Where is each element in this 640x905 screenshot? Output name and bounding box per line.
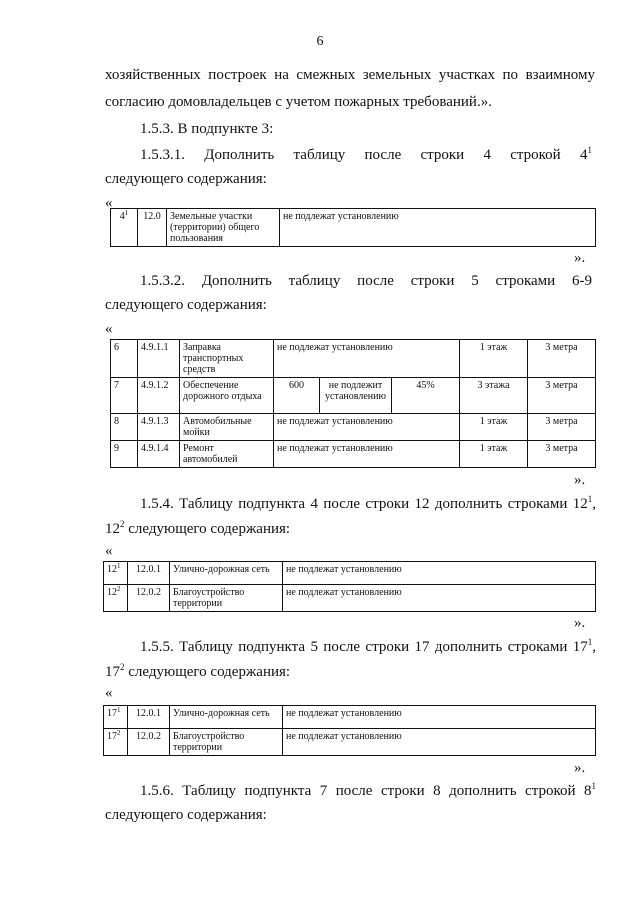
cell-height: 3 метра bbox=[528, 414, 596, 441]
cell-name: Благоустройство территории bbox=[170, 585, 283, 612]
table-rows-6-9 bbox=[110, 339, 596, 468]
open-quote: « bbox=[105, 685, 113, 701]
cell-floors: 1 этаж bbox=[460, 340, 528, 378]
cell-code: 4.9.1.2 bbox=[138, 378, 180, 414]
cell-number: 7 bbox=[111, 378, 138, 414]
cell-name: Автомобильные мойки bbox=[180, 414, 274, 441]
para-1-5-5: 1.5.5. Таблицу подпункта 5 после строки 17 дополнить строками $17^1$, bbox=[140, 637, 596, 655]
open-quote: « bbox=[105, 321, 113, 337]
cell-value: не подлежит установлению bbox=[320, 378, 392, 414]
para-1-5-6-cont: следующего содержания: bbox=[105, 807, 267, 823]
cell-name: Улично-дорожная сеть bbox=[170, 562, 283, 585]
cell-code: 4.9.1.3 bbox=[138, 414, 180, 441]
para-1-5-3-2-cont: следующего содержания: bbox=[105, 297, 267, 313]
cell-value: не подлежат установлению bbox=[283, 729, 596, 756]
cell-number: $12^2$ bbox=[104, 585, 128, 612]
table-row-4-1 bbox=[110, 208, 596, 247]
cell-number: 8 bbox=[111, 414, 138, 441]
cell-number: 9 bbox=[111, 441, 138, 468]
cell-floors: 1 этаж bbox=[460, 414, 528, 441]
cell-name: Улично-дорожная сеть bbox=[170, 706, 283, 729]
intro-line-2: согласию домовладельцев с учетом пожарных требований.». bbox=[105, 94, 492, 110]
cell-floors: 1 этаж bbox=[460, 441, 528, 468]
cell-area: 600 bbox=[274, 378, 320, 414]
intro-line-1: хозяйственных построек на смежных земельных участках по взаимному bbox=[105, 67, 595, 83]
para-1-5-3-1-cont: следующего содержания: bbox=[105, 171, 267, 187]
cell-value: не подлежат установлению bbox=[283, 562, 596, 585]
cell-height: 3 метра bbox=[528, 378, 596, 414]
para-1-5-6: 1.5.6. Таблицу подпункта 7 после строки 8 дополнить строкой $8^1$ bbox=[140, 781, 596, 799]
close-quote: ». bbox=[574, 615, 586, 631]
cell-value: не подлежат установлению bbox=[274, 441, 460, 468]
cell-floors: 3 этажа bbox=[460, 378, 528, 414]
cell-height: 3 метра bbox=[528, 441, 596, 468]
cell-number: $17^1$ bbox=[104, 706, 128, 729]
cell-code: 12.0.1 bbox=[128, 562, 170, 585]
heading-1-5-3: 1.5.3. В подпункте 3: bbox=[140, 121, 274, 137]
cell-code: 12.0.2 bbox=[128, 585, 170, 612]
cell-code: 12.0.1 bbox=[128, 706, 170, 729]
cell-name: Заправка транспортных средств bbox=[180, 340, 274, 378]
table-row bbox=[104, 562, 596, 585]
cell-code: 12.0.2 bbox=[128, 729, 170, 756]
cell-value: не подлежат установлению bbox=[283, 706, 596, 729]
cell-percent: 45% bbox=[392, 378, 460, 414]
para-1-5-5-cont: $17^2$ следующего содержания: bbox=[105, 662, 291, 680]
table-row bbox=[111, 209, 596, 247]
cell-code: 4.9.1.4 bbox=[138, 441, 180, 468]
cell-name: Благоустройство территории bbox=[170, 729, 283, 756]
close-quote: ». bbox=[574, 760, 586, 776]
cell-value: не подлежат установлению bbox=[274, 340, 460, 378]
cell-code: 12.0 bbox=[138, 209, 167, 247]
cell-number: 6 bbox=[111, 340, 138, 378]
close-quote: ». bbox=[574, 472, 586, 488]
table-rows-17 bbox=[103, 705, 596, 756]
cell-code: 4.9.1.1 bbox=[138, 340, 180, 378]
table-row bbox=[111, 340, 596, 378]
table-row bbox=[111, 441, 596, 468]
cell-value: не подлежат установлению bbox=[283, 585, 596, 612]
cell-number: $17^2$ bbox=[104, 729, 128, 756]
cell-name: Обеспечение дорожного отдыха bbox=[180, 378, 274, 414]
cell-value: не подлежат установлению bbox=[280, 209, 596, 247]
cell-number: $12^1$ bbox=[104, 562, 128, 585]
para-1-5-3-2: 1.5.3.2. Дополнить таблицу после строки 5 строками 6-9 bbox=[140, 273, 592, 289]
cell-name: Земельные участки (территории) общего пользования bbox=[167, 209, 280, 247]
table-rows-12 bbox=[103, 561, 596, 612]
page-number: 6 bbox=[316, 34, 324, 49]
table-row bbox=[104, 585, 596, 612]
cell-value: не подлежат установлению bbox=[274, 414, 460, 441]
cell-name: Ремонт автомобилей bbox=[180, 441, 274, 468]
table-row bbox=[111, 378, 596, 414]
open-quote: « bbox=[105, 195, 113, 211]
open-quote: « bbox=[105, 543, 113, 559]
table-row bbox=[111, 414, 596, 441]
para-1-5-4: 1.5.4. Таблицу подпункта 4 после строки 12 дополнить строками $12^1$, bbox=[140, 494, 596, 512]
table-row bbox=[104, 729, 596, 756]
table-row bbox=[104, 706, 596, 729]
cell-number: $4^1$ bbox=[111, 209, 138, 247]
para-1-5-4-cont: $12^2$ следующего содержания: bbox=[105, 519, 291, 537]
close-quote: ». bbox=[574, 250, 586, 266]
para-1-5-3-1: 1.5.3.1. Дополнить таблицу после строки 4 строкой $4^1$ bbox=[140, 145, 592, 163]
cell-height: 3 метра bbox=[528, 340, 596, 378]
